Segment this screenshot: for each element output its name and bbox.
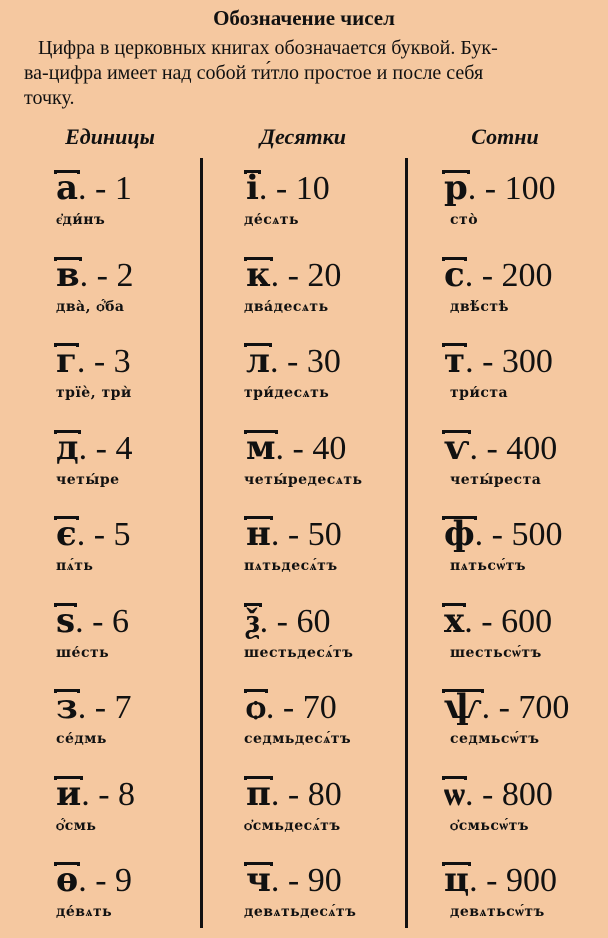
- numeral-separator: . -: [78, 862, 116, 899]
- numeral-letter: с: [444, 254, 465, 295]
- numeral-separator: . -: [259, 602, 297, 640]
- header-tens: Десятки: [259, 124, 347, 149]
- numeral-line: [444, 514, 563, 555]
- numeral-word: девѧтьсѡ́тъ: [450, 904, 545, 920]
- numeral-letter: з: [56, 687, 78, 727]
- numeral-letter: ф: [444, 514, 475, 554]
- numeral-word: де́сѧть: [244, 212, 299, 228]
- numeral-cell: [246, 506, 436, 592]
- numeral-line: [444, 860, 557, 901]
- numeral-separator: . -: [481, 689, 519, 726]
- numeral-value: 80: [307, 775, 342, 813]
- numeral-word: четы́реста: [450, 471, 542, 488]
- numeral-separator: . -: [79, 256, 117, 294]
- numeral-cell: [444, 247, 608, 333]
- numeral-word: седмьдесѧ́тъ: [244, 731, 352, 747]
- numeral-value: 20: [307, 256, 342, 294]
- numeral-line: [56, 601, 129, 642]
- numeral-letter: г: [56, 341, 77, 381]
- numeral-letter: ѡ: [444, 773, 466, 814]
- numeral-word: ше́сть: [56, 644, 110, 661]
- numeral-cell: [246, 333, 436, 419]
- numeral-separator: . -: [76, 516, 114, 553]
- numeral-cell: [56, 766, 246, 852]
- numeral-value: 70: [302, 689, 337, 726]
- numeral-letter: ѱ: [444, 687, 482, 727]
- numeral-value: 6: [111, 602, 129, 640]
- numeral-separator: . -: [469, 862, 506, 899]
- numeral-cell: [444, 852, 608, 938]
- numeral-line: [246, 428, 346, 469]
- numeral-word: два́десѧть: [244, 298, 329, 315]
- numeral-separator: . -: [270, 775, 308, 813]
- numeral-letter: ѵ: [444, 427, 470, 468]
- numeral-value: 30: [306, 343, 341, 380]
- numeral-line: [56, 255, 133, 296]
- numeral-letter: ѯ: [246, 600, 260, 641]
- numeral-value: 10: [295, 170, 330, 207]
- numeral-word: девѧтьдесѧ́тъ: [244, 904, 357, 920]
- numeral-cell: [246, 679, 436, 765]
- numeral-cell: [246, 766, 436, 852]
- numeral-value: 50: [307, 516, 342, 553]
- numeral-cell: [444, 333, 608, 419]
- numeral-value: 40: [312, 429, 347, 467]
- numeral-value: 7: [114, 689, 132, 726]
- numeral-letter: в: [56, 254, 80, 295]
- numeral-value: 90: [307, 862, 342, 899]
- numeral-word: двѣ́стѣ: [450, 298, 509, 315]
- numeral-line: [444, 601, 552, 642]
- numeral-line: [246, 687, 337, 728]
- numeral-separator: . -: [269, 343, 307, 380]
- numeral-separator: . -: [469, 429, 507, 467]
- numeral-letter: ѕ: [56, 600, 76, 641]
- numeral-cell: [444, 679, 608, 765]
- numeral-letter: р: [444, 168, 468, 208]
- header-units: Единицы: [65, 124, 155, 149]
- numeral-cell: [444, 420, 608, 506]
- numeral-separator: . -: [474, 516, 512, 553]
- numeral-word: четы́редесѧть: [244, 471, 363, 488]
- numeral-word: ѻ҆смьсѡ́тъ: [450, 817, 529, 834]
- numeral-line: [246, 255, 341, 296]
- numeral-word: пѧтьдесѧ́тъ: [244, 558, 338, 574]
- intro-paragraph: [24, 36, 594, 111]
- numeral-letter: п: [246, 773, 271, 814]
- numeral-value: 200: [501, 256, 553, 294]
- numeral-line: [56, 168, 132, 209]
- numeral-word: три́десѧть: [244, 385, 330, 401]
- numeral-line: [444, 428, 557, 469]
- numeral-word: седмьсѡ́тъ: [450, 731, 540, 747]
- numeral-letter: т: [444, 341, 466, 381]
- intro-line-2: ва-цифра имеет над собой ти́тло простое и после себя: [24, 62, 484, 84]
- numeral-cell: [56, 333, 246, 419]
- page-title: Обозначение чисел: [213, 6, 395, 30]
- numeral-cell: [56, 852, 246, 938]
- numeral-cell: [246, 160, 436, 246]
- numeral-letter: х: [444, 600, 465, 641]
- numeral-letter: к: [246, 254, 271, 295]
- numeral-line: [444, 687, 569, 728]
- numeral-line: [444, 255, 553, 296]
- numeral-letter: ѻ: [246, 687, 266, 727]
- numeral-value: 700: [518, 689, 570, 726]
- numeral-cell: [246, 852, 436, 938]
- numeral-value: 9: [115, 862, 133, 899]
- numeral-line: [246, 774, 342, 815]
- numeral-line: [444, 168, 556, 209]
- numeral-value: 4: [115, 429, 133, 467]
- numeral-separator: . -: [270, 516, 308, 553]
- numeral-word: є҆ди́нъ: [56, 212, 106, 228]
- column-headers: [0, 124, 608, 154]
- numeral-line: [246, 168, 330, 209]
- numeral-value: 100: [504, 170, 556, 207]
- numeral-letter: ц: [444, 860, 470, 900]
- numeral-value: 5: [113, 516, 131, 553]
- numeral-letter: ч: [246, 860, 271, 900]
- numeral-letter: ѳ: [56, 860, 79, 900]
- numeral-line: [246, 514, 342, 555]
- numeral-letter: л: [246, 341, 270, 381]
- numeral-line: [56, 860, 132, 901]
- intro-line-3: точку.: [24, 87, 75, 109]
- numeral-separator: . -: [467, 170, 505, 207]
- numeral-separator: . -: [270, 256, 308, 294]
- numeral-cell: [56, 247, 246, 333]
- numeral-line: [246, 860, 342, 901]
- numeral-word: де́вѧть: [56, 904, 113, 920]
- numeral-word: се́дмь: [56, 731, 107, 747]
- numeral-separator: . -: [78, 429, 116, 467]
- numeral-value: 8: [118, 775, 136, 813]
- numeral-value: 900: [505, 862, 557, 899]
- numeral-letter: є: [56, 514, 77, 554]
- numeral-letter: д: [56, 427, 79, 468]
- numeral-line: [444, 774, 553, 815]
- numeral-separator: . -: [275, 429, 313, 467]
- numeral-word: два̀, ѻ҆́ба: [56, 298, 125, 315]
- numeral-line: [56, 774, 135, 815]
- numeral-cell: [444, 506, 608, 592]
- numeral-line: [56, 341, 131, 382]
- numeral-separator: . -: [77, 689, 115, 726]
- header-hundreds: Сотни: [471, 124, 539, 149]
- numeral-cell: [56, 593, 246, 679]
- numeral-line: [246, 601, 331, 642]
- numeral-line: [246, 341, 341, 382]
- numeral-letter: і: [246, 168, 259, 208]
- numeral-word: три́ста: [450, 385, 509, 401]
- numeral-cell: [56, 420, 246, 506]
- numeral-cell: [56, 506, 246, 592]
- numeral-value: 500: [511, 516, 563, 553]
- numeral-value: 3: [113, 343, 131, 380]
- numeral-word: ѻ҆́смь: [56, 817, 97, 834]
- numeral-cell: [246, 247, 436, 333]
- numeral-separator: . -: [464, 256, 502, 294]
- numeral-cell: [444, 593, 608, 679]
- numeral-cell: [246, 420, 436, 506]
- numeral-word: ѻ҆смьдесѧ́тъ: [244, 817, 341, 834]
- numeral-separator: . -: [76, 343, 114, 380]
- numeral-cell: [56, 160, 246, 246]
- numeral-word: пѧтьсѡ́тъ: [450, 558, 527, 574]
- numeral-letter: м: [246, 427, 276, 468]
- numeral-separator: . -: [75, 602, 112, 640]
- numeral-word: сто̀: [450, 212, 479, 228]
- numeral-word: трїѐ, трѝ: [56, 385, 132, 401]
- numeral-word: четы́ре: [56, 471, 120, 488]
- numeral-word: шестьдесѧ́тъ: [244, 644, 354, 661]
- numeral-line: [56, 687, 132, 728]
- numeral-separator: . -: [258, 170, 296, 207]
- numeral-separator: . -: [465, 775, 502, 813]
- numeral-separator: . -: [265, 689, 303, 726]
- numeral-line: [56, 428, 133, 469]
- numeral-letter: и: [56, 773, 82, 814]
- numeral-cell: [246, 593, 436, 679]
- numeral-line: [444, 341, 553, 382]
- numeral-word: пѧ́ть: [56, 558, 94, 574]
- intro-line-1: Цифра в церковных книгах обозначается буквой. Бук-: [38, 37, 498, 59]
- numeral-value: 60: [296, 602, 331, 640]
- numeral-cell: [444, 766, 608, 852]
- numeral-value: 300: [501, 343, 553, 380]
- numeral-value: 600: [501, 602, 553, 640]
- numeral-cell: [444, 160, 608, 246]
- numeral-value: 800: [501, 775, 553, 813]
- numeral-value: 1: [114, 170, 132, 207]
- numeral-letter: а: [56, 168, 79, 208]
- numeral-separator: . -: [465, 343, 502, 380]
- numeral-line: [56, 514, 131, 555]
- numeral-separator: . -: [78, 170, 115, 207]
- numeral-word: шестьсѡ́тъ: [450, 644, 542, 661]
- numeral-separator: . -: [81, 775, 119, 813]
- numeral-separator: . -: [270, 862, 308, 899]
- numeral-cell: [56, 679, 246, 765]
- numeral-separator: . -: [464, 602, 502, 640]
- numeral-letter: н: [246, 514, 271, 554]
- numeral-value: 2: [116, 256, 134, 294]
- numeral-value: 400: [506, 429, 558, 467]
